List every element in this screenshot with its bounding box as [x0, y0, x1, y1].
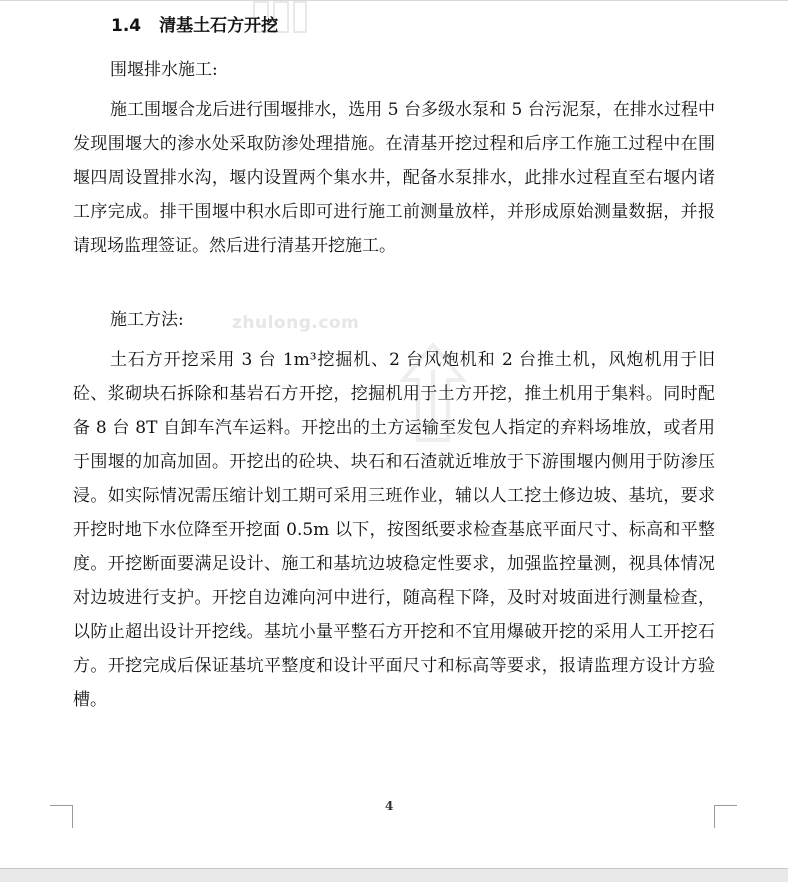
page-corner-mark-left [50, 805, 73, 828]
section-heading [111, 14, 278, 38]
heading-number: 1.4 [111, 16, 142, 36]
subheading-cofferdam-drainage: 围堰排水施工: [110, 60, 218, 80]
page-corner-mark-right [714, 805, 737, 828]
paragraph-cofferdam-drainage: 施工围堰合龙后进行围堰排水，选用 5 台多级水泵和 5 台污泥泵，在排水过程中发现围堰大的渗水处采取防渗处理措施。在清基开挖过程和后序工作施工过程中在围堰四周设置排水沟，堰内设置两个集水井，配备水泵排水，此排水过程直至右堰内诸工序完成。排干围堰中积水后即可进行施工前测量放样，并形成原始测量数据，并报请现场监理签证。然后进行清基开挖施工。 [73, 100, 715, 256]
subheading-construction-method: 施工方法: [110, 310, 184, 330]
page-number: 4 [385, 799, 394, 813]
page-top-edge [0, 0, 788, 1]
watermark-text: zhulong.com [232, 313, 360, 333]
heading-title: 清基土石方开挖 [159, 16, 279, 36]
page-separator [0, 868, 788, 882]
paragraph-construction-method: 土石方开挖采用 3 台 1m³挖掘机、2 台风炮机和 2 台推土机，风炮机用于旧砼、浆砌块石拆除和基岩石方开挖，挖掘机用于土方开挖，推土机用于集料。同时配备 8 台 8T 自卸车汽车运料。开挖出的土方运输至发包人指定的弃料场堆放，或者用于围堰的加高加固。开挖出的砼块、块石和石渣就近堆放于下游围堰内侧用于防渗压浸。如实际情况需压缩计划工期可采用三班作业，辅以人工挖土修边坡、基坑，要求开挖时地下水位降至开挖面 0.5m 以下，按图纸要求检查基底平面尺寸、标高和平整度。开挖断面要满足设计、施工和基坑边坡稳定性要求，加强监控量测，视具体情况对边坡进行支护。开挖自边滩向河中进行，随高程下降，及时对坡面进行测量检查，以防止超出设计开挖线。基坑小量平整石方开挖和不宜用爆破开挖的采用人工开挖石方。开挖完成后保证基坑平整度和设计平面尺寸和标高等要求，报请监理方设计方验槽。 [73, 350, 715, 710]
